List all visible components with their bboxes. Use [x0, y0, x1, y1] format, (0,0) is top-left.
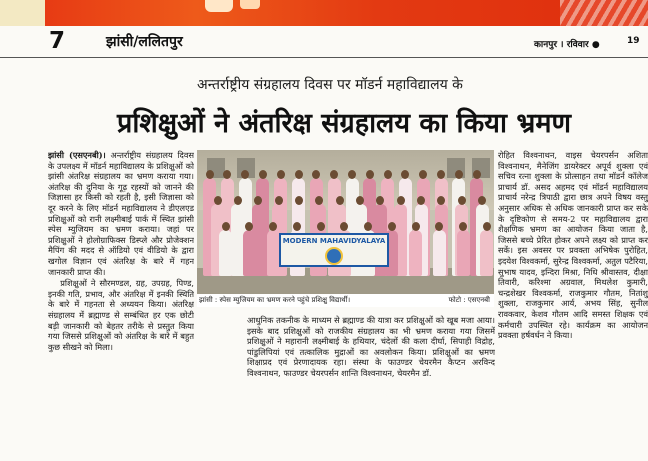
- column-1-text-2: प्रशिक्षुओं ने सौरमण्डल, ग्रह, उपग्रह, पिण्ड, इनकी गति, प्रभाव, और अंतरिक्ष में इनकी स्थिति के बारे में गहनता से अध्ययन किया। अंतरिक्ष संग्रहालय में ब्रह्माण्ड से सम्बंधित हर एक छोटी बड़ी जानकारी को बेहतर तरीके से प्रस्तुत किया गया जिससे प्रशिक्षुओं को अंतरिक्ष के बारे में बहुत कुछ सीखने को मिला।: [48, 278, 194, 352]
- photo-person-head: [348, 170, 356, 179]
- article-column-3: [498, 150, 648, 455]
- photo-person-head: [222, 222, 230, 231]
- photo-person-head: [384, 170, 392, 179]
- photo-person: [433, 230, 446, 276]
- dateline: झांसी (एसएनबी)।: [48, 150, 106, 160]
- photo-person-head: [259, 170, 267, 179]
- column-1-paragraph-2: [48, 278, 194, 352]
- column-2-text: आधुनिक तकनीक के माध्यम से ब्रह्माण्ड की यात्रा कर प्रशिक्षुओं को खूब मजा आया। इसके बाद प्रशिक्षुओं को राजकीय संग्रहालय का भी भ्रमण कराया गया जिसमें प्रशिक्षुओं ने महारानी लक्ष्मीबाई के हथियार, चंदेलों की कला दीर्घा, सिपाही विद्रोह, पांडुलिपियां एवं तत्कालिक मुद्राओं का अवलोकन किया। प्रशिक्षुओं का भ्रमण शिक्षाप्रद एवं प्रेरणादायक रहा। संस्था के फाउण्डर चेयरमैन कैप्टन अरविन्द विश्वनाथन, फाउण्डर चेयरपर्सन शान्ति विश्वनाथन, चेयरमैन डॉ.: [247, 315, 495, 378]
- photo-person-head: [412, 222, 420, 231]
- photo-person-head: [388, 222, 396, 231]
- article-kicker: अन्तर्राष्ट्रीय संग्रहालय दिवस पर मॉडर्न महाविद्यालय के: [197, 77, 463, 93]
- photo-person: [243, 230, 256, 276]
- photo-person: [219, 230, 232, 276]
- article-column-2: [247, 315, 495, 455]
- photo-person-head: [417, 196, 425, 205]
- page-number-right: 19: [627, 36, 640, 46]
- college-logo-icon: [325, 247, 343, 265]
- photo-person-head: [356, 196, 364, 205]
- banner-graphic: [205, 0, 233, 12]
- photo-person-head: [317, 222, 325, 231]
- photo-person-head: [295, 196, 303, 205]
- article-photo: [197, 150, 494, 294]
- photo-person-head: [364, 222, 372, 231]
- photo-person-head: [275, 196, 283, 205]
- photo-credit: फोटो : एसएनबी: [448, 296, 490, 304]
- photo-person-head: [366, 170, 374, 179]
- page-header: [0, 26, 648, 58]
- photo-person-head: [483, 222, 491, 231]
- photo-person-head: [458, 196, 466, 205]
- photo-person-head: [336, 196, 344, 205]
- photo-person-head: [206, 170, 214, 179]
- article-headline: प्रशिक्षुओं ने अंतरिक्ष संग्रहालय का किया भ्रमण: [116, 108, 571, 139]
- photo-person-head: [437, 170, 445, 179]
- photo-caption-bar: [197, 294, 494, 307]
- photo-caption: झांसी : स्पेस म्युजियम का भ्रमण करने पहुंचे प्रशिक्षु विद्यार्थी।: [199, 296, 351, 304]
- article-column-1: [48, 150, 194, 455]
- banner-pattern: [560, 0, 648, 26]
- photo-person-head: [295, 170, 303, 179]
- photo-person-head: [234, 196, 242, 205]
- top-banner-strip: [0, 0, 648, 26]
- photo-person: [480, 230, 493, 276]
- photo-person-head: [269, 222, 277, 231]
- column-1-text-1: अन्तर्राष्ट्रीय संग्रहालय दिवस के उपलक्ष्य में मॉडर्न महाविद्यालय के प्रशिक्षुओं को झांसी अंतरिक्ष संग्रहालय का भ्रमण कराया गया। अंतरिक्ष की दुनिया के गूढ़ रहस्यों को जानने की जिज्ञासा हर किसी को रहती है, इसी जिज्ञासा को दूर करने के लिए मॉडर्न महाविद्यालय ने डीएलएड प्रशिक्षुओं को रानी लक्ष्मीबाई पार्क में स्थित झांसी स्पेस म्युजियम का भ्रमण कराया। जहां पर प्रशिक्षुओं ने होलोग्राफिक्स डिस्प्ले और प्रोजेक्शन मैपिंग की मदद से ऑडियो एवं वीडियो के द्वारा खगोल विज्ञान एवं अंतरिक्ष के बारे में गहन जानकारी प्राप्त की।: [48, 150, 194, 277]
- section-title: झांसी/ललितपुर: [106, 34, 183, 50]
- advertisement-banner: [45, 0, 648, 26]
- photo-person: [409, 230, 422, 276]
- photo-person-head: [455, 170, 463, 179]
- college-banner-sign: [279, 233, 389, 267]
- photo-person: [267, 230, 280, 276]
- photo-person: [457, 230, 470, 276]
- photo-person-head: [293, 222, 301, 231]
- page-number: 7: [49, 28, 66, 54]
- photo-person-head: [397, 196, 405, 205]
- photo-person-head: [277, 170, 285, 179]
- banner-graphic-small: [240, 0, 260, 9]
- column-1-paragraph-1: [48, 150, 194, 277]
- photo-person-head: [214, 196, 222, 205]
- college-banner-text: MODERN MAHAVIDYALAYA: [282, 237, 386, 245]
- edition-line: कानपुर । रविवार ●: [534, 40, 600, 50]
- photo-person-head: [473, 170, 481, 179]
- photo-person-head: [459, 222, 467, 231]
- banner-left-strip: [0, 0, 45, 26]
- edition-label: कानपुर । रविवार: [534, 40, 589, 50]
- column-3-text: रोहित विश्वनाथन, वाइस चेयरपर्सन अशिता विश्वनाथन, मैनेजिंग डायरेक्टर अपूर्व शुक्ला एवं सचिव रत्ना शुक्ला के प्रोत्साहन तथा मॉडर्न कॉलेज प्राचार्य डॉ. असद अहमद एवं मॉडर्न महाविद्यालय प्राचार्य नरेन्द्र त्रिपाठी द्वारा छात्र अपने विषय वस्तु अनुसार अधिक से अधिक जानकारी प्राप्त कर सके के दृष्टिकोण से समय-2 पर महाविद्यालय द्वारा शैक्षणिक भ्रमण का आयोजन किया जाता है, जिससे बच्चे प्रेरित होकर अपने लक्ष्य को प्राप्त कर सकें। इस अवसर पर प्रवक्ता अभिषेक पुरोहित, इदयेश विश्वकर्मा, सुरेन्द्र विश्वकर्मा, अतुल पटैरिया, सुभाष यादव, इन्दिरा मिश्रा, निधि श्रीवास्तव, दीक्षा तिवारी, करिश्मा अग्रवाल, मिथलेश कुमारी, चन्द्रशेखर विश्वकर्मा, राजकुमार गौतम, नितांशु शुक्ला, राजकुमार आर्य, अभय सिंह, सुनील रावकवार, केशव गौतम आदि समस्त शिक्षक एवं कर्मचारी उपस्थित रहे। कार्यक्रम का आयोजन प्रवक्ता हर्षवर्धन ने किया।: [498, 150, 648, 341]
